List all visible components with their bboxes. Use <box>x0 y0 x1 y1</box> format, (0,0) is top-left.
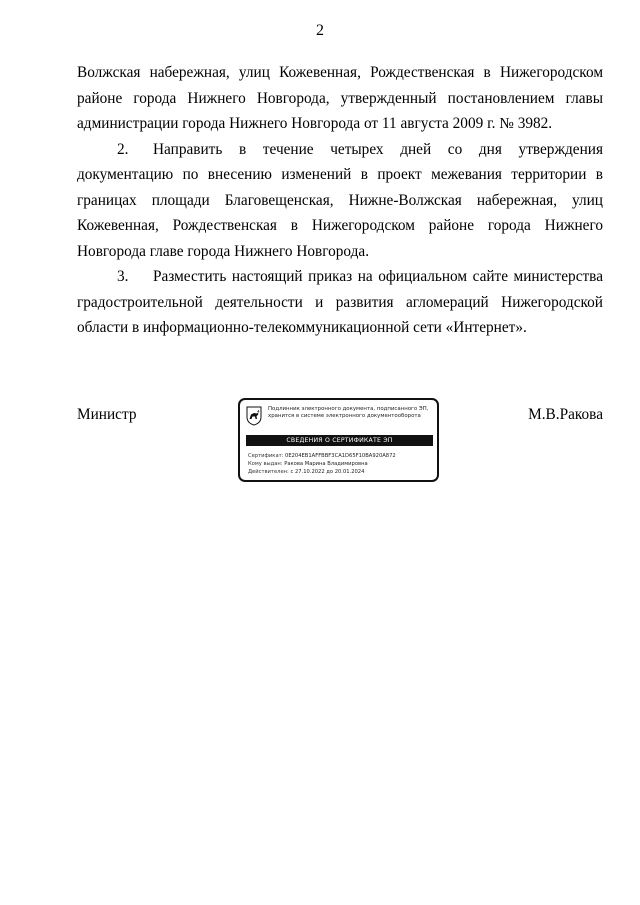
page-number: 2 <box>316 22 324 39</box>
list-item-text: Разместить настоящий приказ на официальном сайте министерства градостроительной деятельности и развития агломераций Нижегородской области в информационно-телекоммуникационной сети «Интернет». <box>77 268 603 336</box>
list-item-number: 3. <box>117 268 129 285</box>
stamp-details <box>248 452 434 477</box>
issued-to-row: Кому выдан: Ракова Марина Владимировна <box>248 461 368 468</box>
validity-value: с 27.10.2022 до 20.01.2024 <box>290 469 365 476</box>
stamp-header <box>268 406 436 420</box>
signer-position: Министр <box>77 406 137 423</box>
list-item-text: Направить в течение четырех дней со дня утверждения документацию по внесению изменений в проект межевания территории в границах площади Благовещенская, Нижне-Волжская набережная, улиц Кожевенная, Рождественская в Нижегородском районе города Нижнего Новгорода главе города Нижнего Новгорода. <box>77 140 603 260</box>
issued-to-value: Ракова Марина Владимировна <box>284 461 368 468</box>
validity-row: Действителен: с 27.10.2022 до 20.01.2024 <box>248 469 365 476</box>
coat-of-arms-icon <box>246 406 262 426</box>
document-body <box>77 60 603 341</box>
list-item-2 <box>77 137 603 265</box>
signer-name: М.В.Ракова <box>528 406 603 423</box>
stamp-header-line: Подлинник электронного документа, подписанного ЭП, <box>268 406 429 412</box>
list-item-3 <box>77 264 603 341</box>
stamp-header-line: хранится в системе электронного документооборота <box>268 413 421 419</box>
stamp-title: СВЕДЕНИЯ О СЕРТИФИКАТЕ ЭП <box>246 435 433 446</box>
paragraph-continuation: Волжская набережная, улиц Кожевенная, Рождественская в Нижегородском районе города Нижнего Новгорода, утвержденный постановлением главы администрации города Нижнего Новгорода от 11 августа 2009 г. № 3982. <box>77 64 603 132</box>
certificate-row: Сертификат: 0E204EB1AFFBBF3CA1D65F10BA920A872 <box>248 453 396 459</box>
electronic-signature-stamp <box>238 398 439 482</box>
certificate-value: 0E204EB1AFFBBF3CA1D65F10BA920A872 <box>285 453 396 459</box>
list-item-number: 2. <box>117 140 129 158</box>
